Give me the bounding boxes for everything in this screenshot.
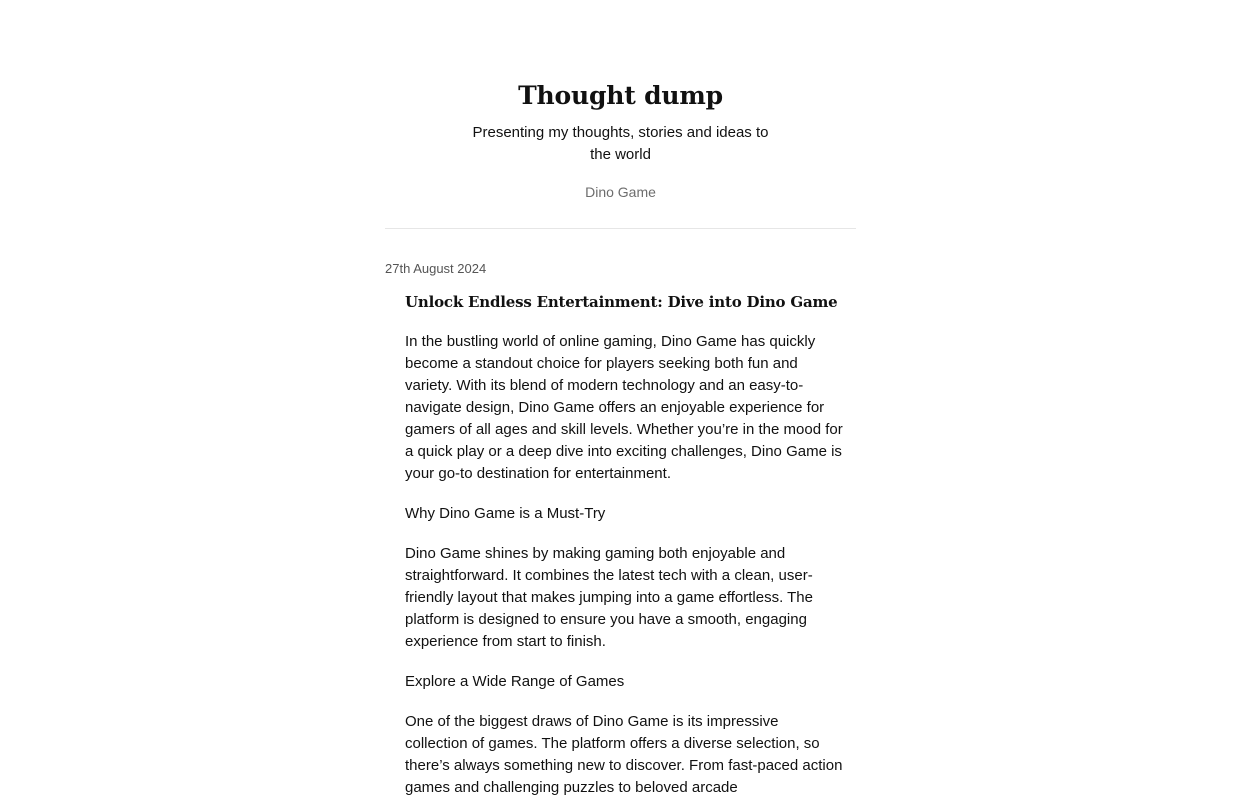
- post-paragraph-explore: One of the biggest draws of Dino Game is its impressive collection of games. The platform offers a diverse selection, so there’s always something new to discover. From fast-paced action games and challenging puzzles to beloved arcade: [405, 713, 843, 796]
- post-paragraph-intro: In the bustling world of online gaming, Dino Game has quickly become a standout choice for players seeking both fun and variety. With its blend of modern technology and an easy-to-navigate design, Dino Game offers an enjoyable experience for gamers of all ages and skill levels. Whether you’re in the mood for a quick play or a deep dive into exciting challenges, Dino Game is your go-to destination for entertainment.: [405, 333, 843, 482]
- post-subheading-explore: Explore a Wide Range of Games: [405, 673, 625, 690]
- post-paragraph-why: Dino Game shines by making gaming both enjoyable and straightforward. It combines the latest tech with a clean, user-friendly layout that makes jumping into a game effortless. The platform is designed to ensure you have a smooth, engaging experience from start to finish.: [405, 545, 813, 650]
- post-subheading-why: Why Dino Game is a Must-Try: [405, 505, 606, 522]
- nav-link-dino-game[interactable]: Dino Game: [585, 184, 656, 200]
- site-header: [385, 0, 856, 229]
- site-tagline: Presenting my thoughts, stories and ideas to the world: [472, 124, 769, 163]
- post-body: [405, 331, 845, 800]
- post-date: 27th August 2024: [385, 261, 487, 276]
- site-title[interactable]: Thought dump: [518, 81, 723, 110]
- post-title[interactable]: Unlock Endless Entertainment: Dive into Dino Game: [405, 293, 838, 311]
